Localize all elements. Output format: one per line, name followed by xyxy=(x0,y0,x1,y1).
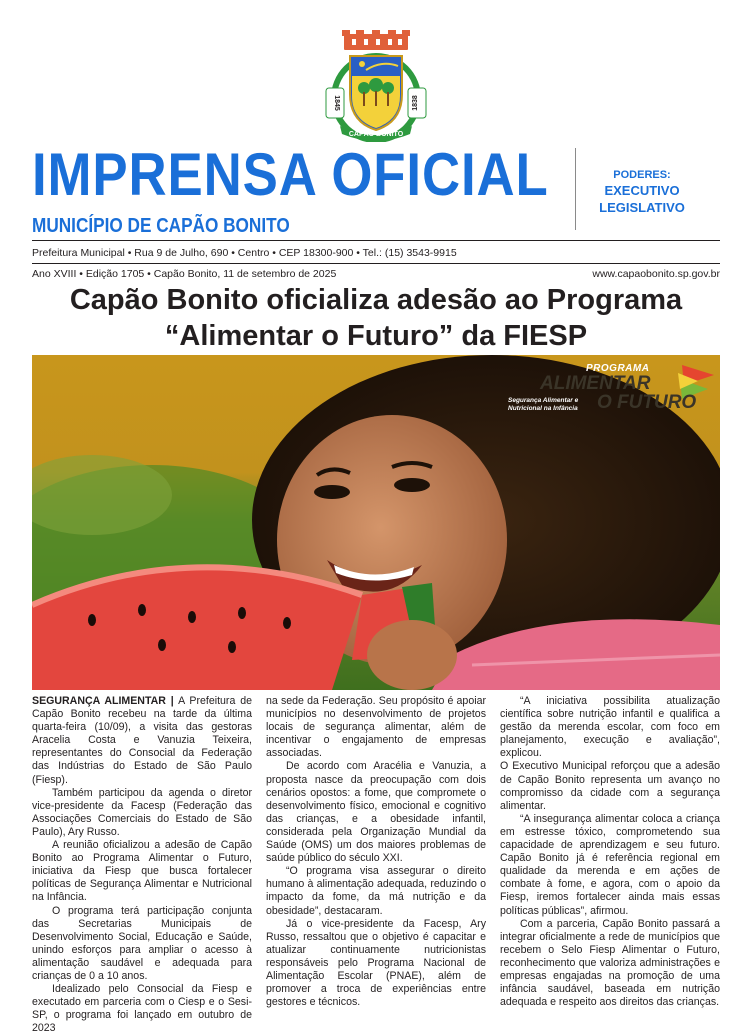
headline xyxy=(20,282,732,354)
article-paragraph: De acordo com Aracélia e Vanuzia, a proposta nasce da preocupação com dois cenários opostos: a fome, que compromete o desenvolvimento físico, emocional e cognitivo das crianças, e a obesidade infantil, considerada pela Organização Mundial da Saúde (OMS) um dos maiores problemas de saúde público do século XXI. xyxy=(266,760,486,865)
article-paragraph: A reunião oficializou a adesão de Capão Bonito ao Programa Alimentar o Futuro, iniciativa da Fiesp que busca fortalecer políticas de Segurança Alimentar e Nutricional na Infância. xyxy=(32,839,252,904)
article-paragraph: SEGURANÇA ALIMENTAR | A Prefeitura de Capão Bonito recebeu na tarde da última quarta-feira (10/09), a visita das gestoras Aracelia Costa e Vanuzia Teixeira, representantes do Consocial da Federação das Indústrias do Estado de São Paulo (Fiesp). xyxy=(32,695,252,786)
article-paragraph: Já o vice-presidente da Facesp, Ary Russo, ressaltou que o objetivo é capacitar e atualizar continuamente nutricionistas responsáveis pelo Programa Nacional de Alimentação Escolar (PNAE), além de promover a troca de experiências entre gestores e técnicos. xyxy=(266,917,486,1009)
article-paragraph: Com a parceria, Capão Bonito passará a integrar oficialmente a rede de municípios que recebem o Selo Fiesp Alimentar o Futuro, reconhecimento que valoriza administrações e empresas engajadas na promoção de uma infância saudável, baseada em nutrição adequada e respeito aos direitos das crianças. xyxy=(500,917,720,1009)
divider-rule xyxy=(32,263,720,264)
article-photo xyxy=(32,355,720,690)
article-kicker: SEGURANÇA ALIMENTAR | xyxy=(32,695,174,707)
headline-line-2: “Alimentar o Futuro” da FIESP xyxy=(164,320,588,352)
article-paragraph: O programa terá participação conjunta das Secretarias Municipais de Desenvolvimento Social, Educação e Saúde, unindo esforços para ampliar o acesso à alimentação saudável e adequada para crianças de 0 a 10 anos. xyxy=(32,904,252,982)
article-paragraph: “O programa visa assegurar o direito humano à alimentação adequada, reduzindo o impacto da fome, da má nutrição e da obesidade”, destacaram. xyxy=(266,865,486,917)
edition-line: Ano XVIII • Edição 1705 • Capão Bonito, 11 de setembro de 2025 xyxy=(32,268,337,280)
article-paragraph: “A iniciativa possibilita atualização científica sobre nutrição infantil e qualifica a gestão da merenda escolar, com foco em planejamento, execução e avaliação”, explicou. xyxy=(500,695,720,760)
masthead-subtitle: MUNICÍPIO DE CAPÃO BONITO xyxy=(32,215,290,237)
program-logo-line1: ALIMENTAR xyxy=(540,373,651,394)
powers-box xyxy=(592,168,692,216)
power-legislativo: LEGISLATIVO xyxy=(599,200,685,215)
article-paragraph: na sede da Federação. Seu propósito é apoiar municípios no desenvolvimento de projetos locais de segurança alimentar, além de incentivar o engajamento de empresas associadas. xyxy=(266,695,486,760)
masthead-title: IMPRENSA OFICIAL xyxy=(32,141,549,208)
article-column-2 xyxy=(266,695,486,1009)
website-link[interactable]: www.capaobonito.sp.gov.br xyxy=(592,268,720,280)
city-crest-emblem xyxy=(322,30,430,142)
program-logo-line2: O FUTURO xyxy=(597,392,697,413)
headline-line-1: Capão Bonito oficializa adesão ao Programa xyxy=(69,284,683,316)
program-logo xyxy=(502,361,717,419)
powers-label: PODERES: xyxy=(613,169,671,181)
divider-rule xyxy=(32,240,720,241)
article-paragraph: Idealizado pelo Consocial da Fiesp e executado em parceria com o Ciesp e o Sesi-SP, o programa foi lançado em outubro de 2023 xyxy=(32,983,252,1035)
address-line: Prefeitura Municipal • Rua 9 de Julho, 690 • Centro • CEP 18300-900 • Tel.: (15) 3543-9915 xyxy=(32,247,457,259)
article-paragraph: Também participou da agenda o diretor vice-presidente da Facesp (Federação das Associações Comerciais do Estado de São Paulo), Ary Russo. xyxy=(32,786,252,838)
power-executivo: EXECUTIVO xyxy=(604,183,680,198)
program-logo-tagline-1: Segurança Alimentar e xyxy=(508,397,579,404)
crest-ribbon-bottom: CAPÃO BONITO xyxy=(348,131,404,138)
article-column-3 xyxy=(500,695,720,1009)
crest-ribbon-left: 1845 xyxy=(333,95,340,111)
program-logo-tagline-2: Nutricional na Infância xyxy=(508,405,578,412)
crest-ribbon-right: 1838 xyxy=(412,95,419,111)
article-paragraph: “A insegurança alimentar coloca a criança em estresse tóxico, comprometendo sua capacidade de aprendizagem e seu futuro. Capão Bonito já é referência regional em qualidade da merenda e em ações de combate à fome, e agora, com o apoio da Fiesp, iremos fortalecer ainda mais essas políticas públicas”, afirmou. xyxy=(500,812,720,917)
article-column-1 xyxy=(32,695,252,1035)
masthead-divider xyxy=(575,148,576,230)
article-paragraph: O Executivo Municipal reforçou que a adesão de Capão Bonito representa um avanço no compromisso da cidade com a segurança alimentar. xyxy=(500,760,720,812)
program-logo-small: PROGRAMA xyxy=(586,363,650,374)
